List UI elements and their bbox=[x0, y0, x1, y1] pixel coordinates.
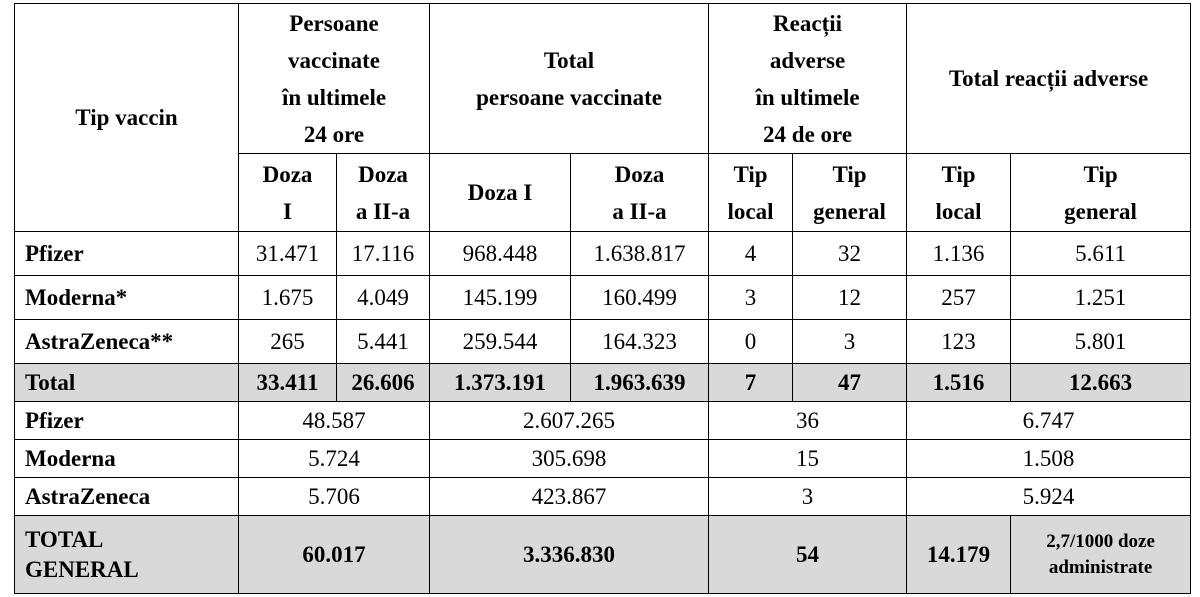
cell-doza-i-total: 145.199 bbox=[430, 276, 571, 320]
cell-general-24h: 3 bbox=[793, 320, 907, 364]
cell-reactii-rate: 2,7/1000 doze administrate bbox=[1011, 516, 1191, 594]
cell-doza-ii-24h: 17.116 bbox=[337, 232, 430, 276]
row-label: Total bbox=[15, 364, 239, 402]
header-total-reactii: Total reacții adverse bbox=[907, 4, 1191, 154]
cell-reactii-24h: 36 bbox=[709, 402, 907, 440]
cell-general-total: 12.663 bbox=[1011, 364, 1191, 402]
cell-local-24h: 7 bbox=[709, 364, 793, 402]
header-doza-ii-24h: Doza a II-a bbox=[337, 154, 430, 232]
cell-local-total: 1.136 bbox=[907, 232, 1011, 276]
cell-general-24h: 32 bbox=[793, 232, 907, 276]
header-tip-general-24h: Tip general bbox=[793, 154, 907, 232]
header-tip-local-total: Tip local bbox=[907, 154, 1011, 232]
header-reactii-24h: Reacții adverse în ultimele 24 de ore bbox=[709, 4, 907, 154]
header-persoane-24h: Persoane vaccinate în ultimele 24 ore bbox=[239, 4, 430, 154]
row-label: TOTAL GENERAL bbox=[15, 516, 239, 594]
cell-reactii-24h: 15 bbox=[709, 440, 907, 478]
cell-local-24h: 0 bbox=[709, 320, 793, 364]
cell-reactii-total: 14.179 bbox=[907, 516, 1011, 594]
row-label: AstraZeneca** bbox=[15, 320, 239, 364]
table-row-astrazeneca bbox=[15, 320, 1191, 364]
cell-doza-ii-24h: 4.049 bbox=[337, 276, 430, 320]
cell-reactii-total: 1.508 bbox=[907, 440, 1191, 478]
cell-doza-ii-total: 1.638.817 bbox=[571, 232, 709, 276]
summary-row-astrazeneca bbox=[15, 478, 1191, 516]
cell-doza-i-total: 259.544 bbox=[430, 320, 571, 364]
header-total-persoane: Total persoane vaccinate bbox=[430, 4, 709, 154]
cell-persoane-24h: 5.724 bbox=[239, 440, 430, 478]
cell-general-total: 5.611 bbox=[1011, 232, 1191, 276]
cell-persoane-24h: 48.587 bbox=[239, 402, 430, 440]
cell-general-24h: 12 bbox=[793, 276, 907, 320]
header-row-main bbox=[15, 4, 1191, 154]
table-row-total bbox=[15, 364, 1191, 402]
cell-general-total: 1.251 bbox=[1011, 276, 1191, 320]
cell-doza-i-total: 968.448 bbox=[430, 232, 571, 276]
cell-doza-ii-24h: 26.606 bbox=[337, 364, 430, 402]
cell-doza-i-24h: 33.411 bbox=[239, 364, 337, 402]
cell-doza-ii-total: 164.323 bbox=[571, 320, 709, 364]
cell-doza-i-24h: 1.675 bbox=[239, 276, 337, 320]
cell-local-total: 257 bbox=[907, 276, 1011, 320]
cell-persoane-total: 305.698 bbox=[430, 440, 709, 478]
cell-local-24h: 3 bbox=[709, 276, 793, 320]
cell-persoane-total: 3.336.830 bbox=[430, 516, 709, 594]
cell-doza-ii-total: 160.499 bbox=[571, 276, 709, 320]
cell-doza-i-total: 1.373.191 bbox=[430, 364, 571, 402]
cell-doza-i-24h: 31.471 bbox=[239, 232, 337, 276]
cell-persoane-total: 423.867 bbox=[430, 478, 709, 516]
summary-row-pfizer bbox=[15, 402, 1191, 440]
cell-persoane-24h: 5.706 bbox=[239, 478, 430, 516]
cell-doza-ii-total: 1.963.639 bbox=[571, 364, 709, 402]
row-label: Pfizer bbox=[15, 232, 239, 276]
row-label: Moderna* bbox=[15, 276, 239, 320]
cell-general-24h: 47 bbox=[793, 364, 907, 402]
cell-local-24h: 4 bbox=[709, 232, 793, 276]
cell-doza-ii-24h: 5.441 bbox=[337, 320, 430, 364]
cell-reactii-total: 5.924 bbox=[907, 478, 1191, 516]
cell-general-total: 5.801 bbox=[1011, 320, 1191, 364]
header-tip-vaccin: Tip vaccin bbox=[15, 4, 239, 232]
summary-row-moderna bbox=[15, 440, 1191, 478]
row-label: Pfizer bbox=[15, 402, 239, 440]
row-label: Moderna bbox=[15, 440, 239, 478]
table-row-moderna bbox=[15, 276, 1191, 320]
cell-reactii-total: 6.747 bbox=[907, 402, 1191, 440]
table-row-pfizer bbox=[15, 232, 1191, 276]
cell-local-total: 123 bbox=[907, 320, 1011, 364]
header-doza-i-24h: Doza I bbox=[239, 154, 337, 232]
header-tip-local-24h: Tip local bbox=[709, 154, 793, 232]
cell-doza-i-24h: 265 bbox=[239, 320, 337, 364]
cell-persoane-total: 2.607.265 bbox=[430, 402, 709, 440]
cell-reactii-24h: 54 bbox=[709, 516, 907, 594]
header-tip-general-total: Tip general bbox=[1011, 154, 1191, 232]
header-doza-i-total: Doza I bbox=[430, 154, 571, 232]
cell-persoane-24h: 60.017 bbox=[239, 516, 430, 594]
cell-reactii-24h: 3 bbox=[709, 478, 907, 516]
cell-local-total: 1.516 bbox=[907, 364, 1011, 402]
vaccination-report-table bbox=[14, 3, 1191, 594]
table-row-total-general bbox=[15, 516, 1191, 594]
row-label: AstraZeneca bbox=[15, 478, 239, 516]
header-doza-ii-total: Doza a II-a bbox=[571, 154, 709, 232]
